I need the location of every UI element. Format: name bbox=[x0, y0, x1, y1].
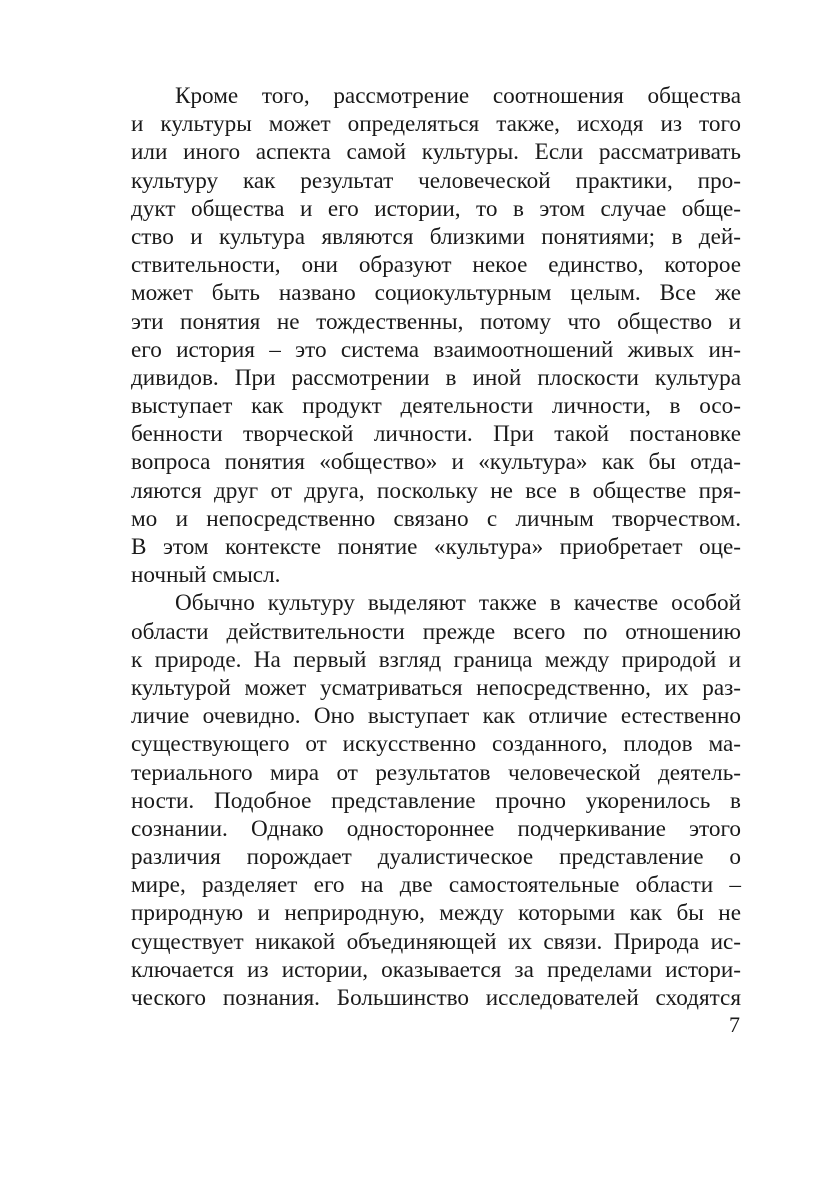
paragraph-2-line-11: мире, разделяет его на две самостоятельные области – bbox=[131, 872, 741, 899]
paragraph-2-line-6: существующего от искусственно созданного, плодов ма- bbox=[131, 731, 741, 758]
paragraph-1-line-1: Кроме того, рассмотрение соотношения общества bbox=[175, 83, 741, 109]
paragraph-1-line-15: ляются друг от друга, поскольку не все в обществе пря- bbox=[131, 477, 741, 504]
paragraph-1-line-17: В этом контексте понятие «культура» приобретает оце- bbox=[131, 534, 741, 560]
paragraph-1-line-3: или иного аспекта самой культуры. Если рассматривать bbox=[131, 139, 741, 166]
paragraph-2-line-9: сознании. Однако одностороннее подчеркивание этого bbox=[131, 815, 741, 842]
paragraph-1-line-16: мо и непосредственно связано с личным творчеством. bbox=[131, 505, 741, 532]
paragraph-1-line-2: и культуры может определяться также, исходя из того bbox=[131, 111, 741, 138]
paragraph-1-line-7: ствительности, они образуют некое единство, которое bbox=[131, 252, 741, 279]
paragraph-2-line-2: области действительности прежде всего по отношению bbox=[131, 618, 741, 645]
paragraph-1-line-6: ство и культура являются близкими понятиями; в дей- bbox=[131, 223, 741, 250]
paragraph-2-line-7: териального мира от результатов человеческой деятель- bbox=[131, 759, 741, 786]
paragraph-2-line-10: различия порождает дуалистическое представление о bbox=[131, 844, 741, 871]
paragraph-1-line-9: эти понятия не тождественны, потому что общество и bbox=[131, 308, 741, 335]
page-number: 7 bbox=[729, 1012, 740, 1037]
paragraph-2-line-3: к природе. На первый взгляд граница между природой и bbox=[131, 646, 741, 673]
paragraph-1-line-11: дивидов. При рассмотрении в иной плоскости культура bbox=[131, 364, 741, 391]
paragraph-1-line-8: может быть названо социокультурным целым. Все же bbox=[131, 280, 741, 307]
paragraph-2-line-5: личие очевидно. Оно выступает как отличие естественно bbox=[131, 703, 741, 730]
paragraph-1-line-14: вопроса понятия «общество» и «культура» как бы отда- bbox=[131, 449, 741, 476]
paragraph-1-line-5: дукт общества и его истории, то в этом случае обще- bbox=[131, 195, 741, 222]
paragraph-2-line-4: культурой может усматриваться непосредственно, их раз- bbox=[131, 674, 741, 701]
paragraph-2-line-12: природную и неприродную, между которыми как бы не bbox=[131, 900, 741, 927]
paragraph-2-line-14: ключается из истории, оказывается за пределами истори- bbox=[131, 956, 741, 983]
paragraph-2-line-8: ности. Подобное представление прочно укоренилось в bbox=[131, 787, 741, 814]
paragraph-1-line-10: его история – это система взаимоотношений живых ин- bbox=[131, 336, 741, 363]
paragraph-2-line-13: существует никакой объединяющей их связи. Природа ис- bbox=[131, 928, 741, 955]
paragraph-1-line-12: выступает как продукт деятельности личности, в осо- bbox=[131, 393, 741, 420]
body-text bbox=[131, 82, 741, 1012]
paragraph-2-line-1: Обычно культуру выделяют также в качестве особой bbox=[175, 590, 741, 617]
paragraph-2-line-15: ческого познания. Большинство исследователей сходятся bbox=[131, 985, 741, 1011]
paragraph-1-line-18: ночный смысл. bbox=[131, 562, 281, 589]
paragraph-1-line-13: бенности творческой личности. При такой постановке bbox=[131, 421, 741, 448]
paragraph-1-line-4: культуру как результат человеческой практики, про- bbox=[131, 167, 741, 194]
